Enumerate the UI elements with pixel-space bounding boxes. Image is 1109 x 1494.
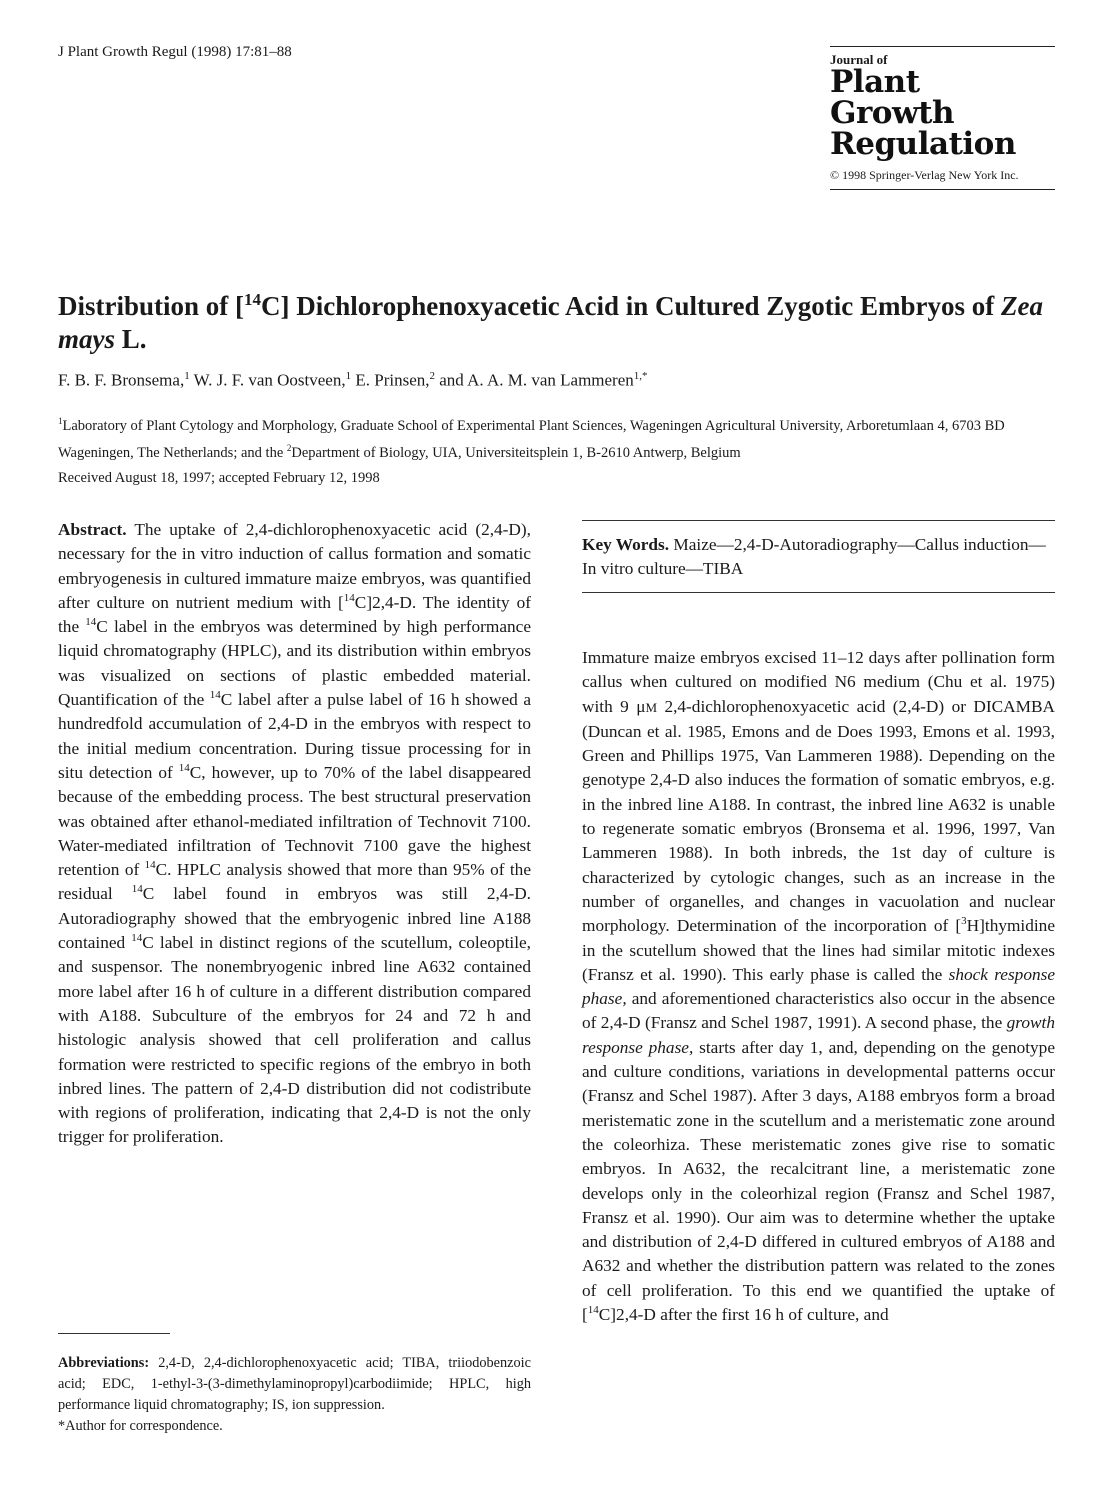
isotope-superscript: 14 (343, 592, 355, 605)
intro-text: C]2,4-D after the first 16 h of culture, and (598, 1305, 889, 1325)
isotope-superscript: 14 (209, 689, 221, 702)
abstract-text: C label found in embryos was still 2,4-D. Autoradiography showed that the embryogenic inbred line A188 contained (58, 884, 531, 953)
journal-of-label: Journal of (830, 52, 888, 67)
abstract-text: C]2,4-D. The identity of the (58, 592, 531, 637)
journal-logo (830, 46, 1055, 190)
title-text-2: C] Dichlorophenoxyacetic Acid in Cultured Zygotic Embryos of (261, 291, 1002, 321)
abstract-text: C label after a pulse label of 16 h showed a hundredfold accumulation of 2,4-D in the embryos with respect to the initial medium concentration. During tissue processing for in situ detection of (58, 690, 531, 782)
intro-text: 2,4-dichlorophenoxyacetic acid (2,4-D) or DICAMBA (Duncan et al. 1985, Emons and de Does 1993, Emons et al. 1993, Green and Phillips 1975, Van Lammeren 1988). Depending on the genotype 2,4-D also induces the formation of somatic embryos, e.g. in the inbred line A188. In contrast, the inbred line A632 is unable to regenerate somatic embryos (Bronsema et al. 1996, 1997, Van Lammeren 1988). In both inbreds, the 1st day of culture is characterized by cytologic changes, such as an increase in the number of organelles, and changes in vacuolation and nuclear morphology. Determination of the incorporation of [ (582, 696, 1055, 936)
author-affiliation-mark: 1 (184, 370, 190, 382)
abstract-text: C label in the embryos was determined by high performance liquid chromatography (HPLC), and its distribution within embryos was visualized on sections of plastic embedded material. Quantification of the (58, 617, 531, 710)
affiliation-text: Department of Biology, UIA, Universiteitsplein 1, B-2610 Antwerp, Belgium (291, 444, 741, 461)
received-dates: Received August 18, 1997; accepted February 12, 1998 (58, 470, 380, 486)
keywords-box (582, 520, 1055, 593)
isotope-superscript: 14 (587, 1304, 599, 1317)
abstract-text: The uptake of 2,4-dichlorophenoxyacetic acid (2,4-D), necessary for the in vitro induction of callus formation and somatic embryogenesis in cultured immature maize embryos, was quantified after culture on nutrient medium with [ (58, 520, 531, 612)
journal-citation: J Plant Growth Regul (1998) 17:81–88 (58, 44, 292, 60)
abstract (58, 518, 531, 1150)
footnote-text: 2,4-D, 2,4-dichlorophenoxyacetic acid; TIBA, triiodobenzoic acid; EDC, 1-ethyl-3-(3-dimethylaminopropyl)carbodiimide; HPLC, high performance liquid chromatography; IS, ion suppression. (58, 1355, 531, 1413)
author-correspondence-note: *Author for correspondence. (58, 1418, 223, 1434)
molar-unit: M (645, 699, 658, 715)
author-name: F. B. F. Bronsema, (58, 370, 185, 390)
introduction (582, 646, 1055, 1327)
title-text-1: Distribution of [ (58, 291, 245, 321)
journal-name-line-3: Regulation (830, 126, 1016, 162)
affiliation-text: Laboratory of Plant Cytology and Morphology, Graduate School of Experimental Plant Sciences, Wageningen Agricultural University, Arboretumlaan 4, 6703 BD Wageningen, The Netherlands; and the (58, 417, 1005, 461)
intro-text: H]thymidine in the scutellum showed that the lines had similar mitotic indexes (Fransz et al. 1990). This early phase is called the (582, 916, 1055, 984)
abstract-text: C. HPLC analysis showed that more than 95% of the residual (58, 860, 531, 904)
title-superscript: 14 (244, 290, 262, 309)
isotope-superscript: 14 (85, 616, 97, 629)
isotope-superscript: 3 (961, 915, 967, 928)
keywords-text: Maize—2,4-D-Autoradiography—Callus induction—In vitro culture—TIBA (582, 535, 1046, 579)
author-affiliation-mark: 1 (345, 370, 352, 382)
abstract-text: C, however, up to 70% of the label disappeared because of the embedding process. The best structural preservation was obtained after ethanol-mediated infiltration of Technovit 7100. Water-mediated infiltration of Technovit 7100 gave the highest retention of (58, 762, 531, 880)
copyright-notice: © 1998 Springer-Verlag New York Inc. (830, 168, 1055, 190)
intro-text: Immature maize embryos excised 11–12 days after pollination form callus when cultured on modified N6 medium (Chu et al. 1975) with 9 μ (582, 648, 1055, 716)
footnote-rule (58, 1333, 170, 1334)
intro-italic-term: shock response phase, (582, 964, 1056, 1009)
footnote (58, 1353, 531, 1437)
author-name: E. Prinsen, (351, 370, 430, 390)
affiliation-mark: 2 (286, 442, 292, 453)
intro-italic-term: growth response phase, (582, 1013, 1055, 1057)
isotope-superscript: 14 (131, 932, 143, 945)
title-text-3: L. (115, 324, 147, 354)
affiliations (58, 410, 1068, 464)
affiliation-mark: 1 (58, 416, 63, 426)
author-name: and A. A. M. van Lammeren (435, 370, 634, 390)
journal-name-line-1: Plant (830, 64, 920, 100)
intro-text: starts after day 1, and, depending on the genotype and culture conditions, variations in developmental patterns occur (Fransz and Schel 1987). After 3 days, A188 embryos form a broad meristematic zone in the scutellum and a meristematic zone around the coleorhiza. These meristematic zones give rise to somatic embryos. In A632, the recalcitrant line, a meristematic zone develops only in the coleorhizal region (Fransz and Schel 1987, Fransz et al. 1990). Our aim was to determine whether the uptake and distribution of 2,4-D differed in cultured embryos of A188 and A632 and whether the distribution pattern was related to the zones of cell proliferation. To this end we quantified the uptake of [ (582, 1037, 1055, 1325)
abstract-label: Abstract. (58, 520, 127, 539)
keywords-label: Key Words. (582, 535, 670, 554)
author-list (58, 370, 648, 391)
isotope-superscript: 14 (144, 859, 156, 872)
author-affiliation-mark: 2 (429, 370, 435, 382)
isotope-superscript: 14 (131, 883, 143, 896)
abstract-text: C label in distinct regions of the scutellum, coleoptile, and suspensor. The nonembryogenic inbred line A632 contained more label after 16 h of culture in a different distribution compared with A188. Subculture of the embryos for 24 and 72 h and histologic analysis showed that cell proliferation and callus formation were restricted to specific regions of the embryo in both inbred lines. The pattern of 2,4-D distribution did not codistribute with regions of proliferation, indicating that 2,4-D is not the only trigger for proliferation. (58, 933, 531, 1147)
footnote-label: Abbreviations: (58, 1355, 150, 1371)
title-species-name: Zea mays (58, 291, 1043, 354)
isotope-superscript: 14 (178, 762, 190, 775)
author-affiliation-mark: 1,* (633, 370, 648, 382)
article-title (58, 290, 1058, 356)
journal-name-line-2: Growth (830, 95, 955, 131)
logo-top-rule (830, 46, 1055, 47)
author-name: W. J. F. van Oostveen, (189, 370, 346, 390)
intro-text: and aforementioned characteristics also occur in the absence of 2,4-D (Fransz and Schel 1987, 1991). A second phase, the (582, 989, 1055, 1033)
